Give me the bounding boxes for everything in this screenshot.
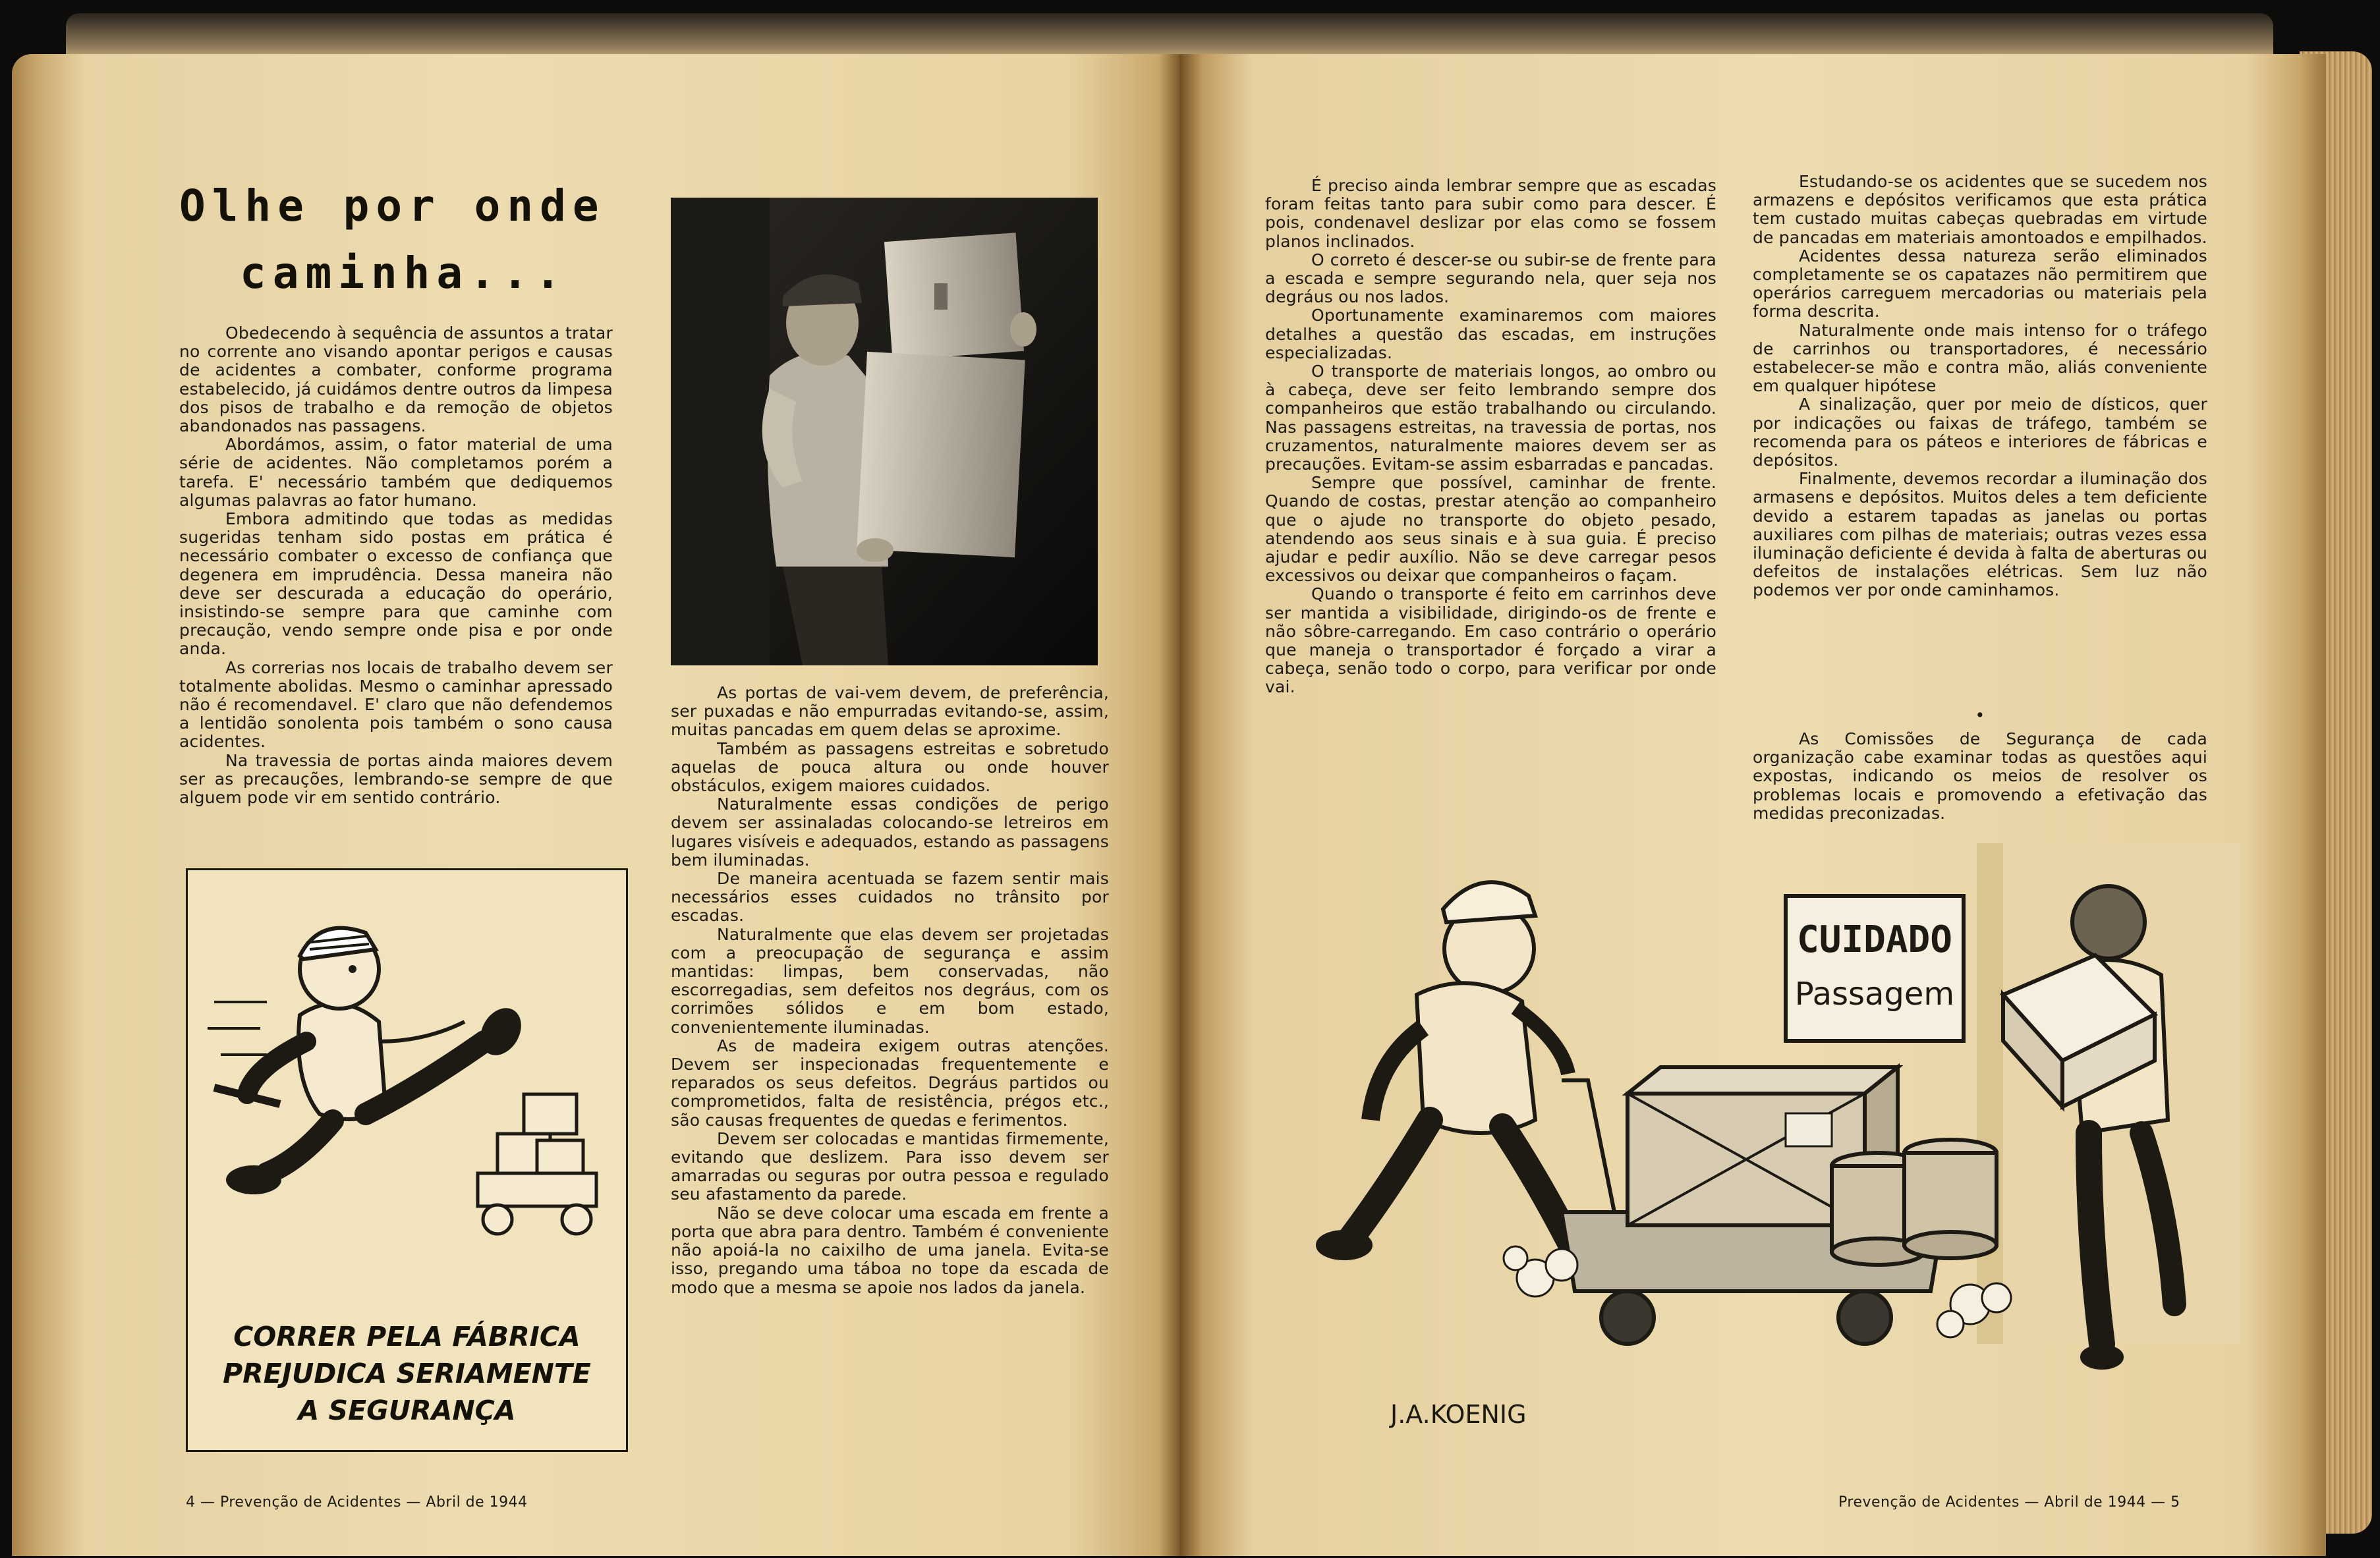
paragraph: Abordámos, assim, o fator material de uma série de acidentes. Não completamos porém a tarefa. E' necessário também que dediquemos algumas palavras ao fator humano. (179, 435, 613, 510)
left-column-2 (671, 684, 1109, 1297)
sign-line-2: Passagem (1794, 976, 1955, 1013)
title-line-1: Olhe por onde (179, 181, 606, 231)
final-paragraph: As Comissões de Segurança de cada organização cabe examinar todas as questões aqui expostas, indicando os meios de resolver os problemas locais e promovendo a efetivação das medidas preconizadas. (1753, 729, 2207, 823)
paragraph: Sempre que possível, caminhar de frente. Quando de costas, prestar atenção ao companheiro que o ajude no transporte do objeto pesado, atendendo aos seus sinais e à sua guia. É preciso ajudar e pedir auxílio. Não se deve carregar pesos excessivos ou deixar que companheiros o façam. (1265, 473, 1716, 586)
left-column-1 (179, 324, 613, 807)
paragraph: Também as passagens estreitas e sobretudo aquelas de pouca altura ou onde houver obstáculos, exigem maiores cuidados. (671, 738, 1109, 796)
paragraph: Na travessia de portas ainda maiores devem ser as precauções, lembrando-se sempre de que alguem pode vir em sentido contrário. (179, 750, 613, 808)
caption-line-2: PREJUDICA SERIAMENTE (223, 1358, 591, 1389)
paragraph: O correto é descer-se ou subir-se de frente para a escada e sempre segurando nela, quer seja nos degráus ou nos lados. (1265, 250, 1716, 307)
title-line-2: caminha... (240, 248, 568, 298)
running-worker-drawing (188, 870, 626, 1305)
cartoon-hand-truck-scene (1285, 843, 2240, 1456)
photo-worker-carrying-boxes (671, 198, 1098, 665)
paragraph: As portas de vai-vem devem, de preferência, ser puxadas e não empurradas evitando-se, assim, muitas pancadas em quem delas se aproxime. (671, 683, 1109, 740)
paragraph: O transporte de materiais longos, ao ombro ou à cabeça, deve ser feito lembrando sempre dos companheiros que estão trabalhando ou circulando. Nas passagens estreitas, na travessia de portas, nos cruzamentos, naturalmente maiores devem ser as precauções. Evitam-se assim esbarradas e pancadas. (1265, 362, 1716, 474)
paragraph: As de madeira exigem outras atenções. Devem ser inspecionadas frequentemente e reparados os seus defeitos. Degráus partidos ou comprometidos, falta de resistência, prégos etc., são causas frequentes de quedas e ferimentos. (671, 1036, 1109, 1130)
paragraph: Não se deve colocar uma escada em frente a porta que abra para dentro. Também é conveniente não apoiá-la no caixilho de uma janela. Evita-se isso, pregando uma táboa no tope da escada de modo que a mesma se apoie nos lados da janela. (671, 1203, 1109, 1297)
right-column-2 (1753, 173, 2207, 600)
paragraph: Embora admitindo que todas as medidas sugeridas tenham sido postas em prática é necessário combater o excesso de confiança que degenera em imprudência. Dessa maneira não deve ser descurada a educação do operário, insistindo-se sempre para que caminhe com precaução, vendo sempre onde pisa e por onde anda. (179, 509, 613, 659)
article-title (179, 173, 627, 307)
caption-line-1: CORRER PELA FÁBRICA (233, 1321, 581, 1352)
cartoon-running-worker (186, 868, 628, 1452)
paragraph: Devem ser colocadas e mantidas firmemente, evitando que deslizem. Para isso devem ser amarradas ou seguras por outra pessoa e regulado seu afastamento da parede. (671, 1128, 1109, 1204)
paragraph: As correrias nos locais de trabalho devem ser totalmente abolidas. Mesmo o caminhar apressado não é recomendavel. E' claro que não defendemos a lentidão sonolenta pois também o sono causa acidentes. (179, 657, 613, 752)
left-page-footer: 4 — Prevenção de Acidentes — Abril de 1944 (186, 1494, 528, 1511)
cartoon-caption (188, 1318, 626, 1429)
right-page-footer: Prevenção de Acidentes — Abril de 1944 — 5 (1838, 1494, 2180, 1511)
caption-line-3: A SEGURANÇA (298, 1395, 516, 1426)
paragraph: Naturalmente onde mais intenso for o tráfego de carrinhos ou transportadores, é necessário estabelecer-se mão e contra mão, aliás conveniente em qualquer hipótese (1753, 320, 2207, 396)
right-column-1 (1265, 177, 1716, 697)
artist-signature: J.A.KOENIG (1390, 1400, 1527, 1429)
paragraph: Oportunamente examinaremos com maiores detalhes a questão das escadas, em instruções especializadas. (1265, 306, 1716, 362)
paragraph: Finalmente, devemos recordar a iluminação dos armasens e depósitos. Muitos deles a tem deficiente devido a estarem tapadas as janelas ou portas auxiliares com pilhas de materiais; outras vezes essa iluminação deficiente é devida à falta de aberturas ou defeitos de instalações elétricas. Sem luz não podemos ver por onde caminhamos. (1753, 469, 2207, 600)
paragraph: Acidentes dessa natureza serão eliminados completamente se os capatazes não permitirem que operários carreguem mercadorias ou materiais pela forma descrita. (1753, 246, 2207, 321)
paragraph: De maneira acentuada se fazem sentir mais necessários esses cuidados no trânsito por escadas. (671, 869, 1109, 926)
paragraph: É preciso ainda lembrar sempre que as escadas foram feitas tanto para subir como para descer. É pois, condenavel deslizar por elas como se fossem planos inclinados. (1265, 176, 1716, 251)
right-column-2-final (1753, 730, 2207, 823)
paragraph: Naturalmente essas condições de perigo devem ser assinaladas colocando-se letreiros em lugares visíveis e adequados, estando as passagens bem iluminadas. (671, 794, 1109, 870)
sign-line-1: CUIDADO (1796, 918, 1953, 961)
paragraph: Quando o transporte é feito em carrinhos deve ser mantida a visibilidade, dirigindo-os de frente e não sôbre-carregando. Em caso contrário o operário que maneja o transportador é forçado a virar a cabeça, senão todo o corpo, para verificar por onde vai. (1265, 584, 1716, 697)
paragraph: Naturalmente que elas devem ser projetadas com a preocupação de segurança e assim mantidas: limpas, bem conservadas, não escorregadias, sem defeitos nos degráus, com os corrimões sólidos e em bom estado, convenientemente iluminadas. (671, 924, 1109, 1037)
paragraph: Obedecendo à sequência de assuntos a tratar no corrente ano visando apontar perigos e causas de acidentes a combater, conforme programa estabelecido, já cuidámos dentre outros da limpesa dos pisos de trabalho e da remoção de objetos abandonados nas passagens. (179, 323, 613, 436)
paragraph: A sinalização, quer por meio de dísticos, quer por indicações ou faixas de tráfego, também se recomenda para os páteos e interiores de fábricas e depósitos. (1753, 395, 2207, 470)
binding-top (66, 13, 2273, 59)
section-bullet: • (1975, 706, 1985, 725)
paragraph: Estudando-se os acidentes que se sucedem nos armazens e depósitos verificamos que esta prática tem custado muitas cabeças quebradas em virtude de pancadas em materiais amontoados e empilhados. (1753, 172, 2207, 247)
photo-illustration (671, 198, 1098, 665)
